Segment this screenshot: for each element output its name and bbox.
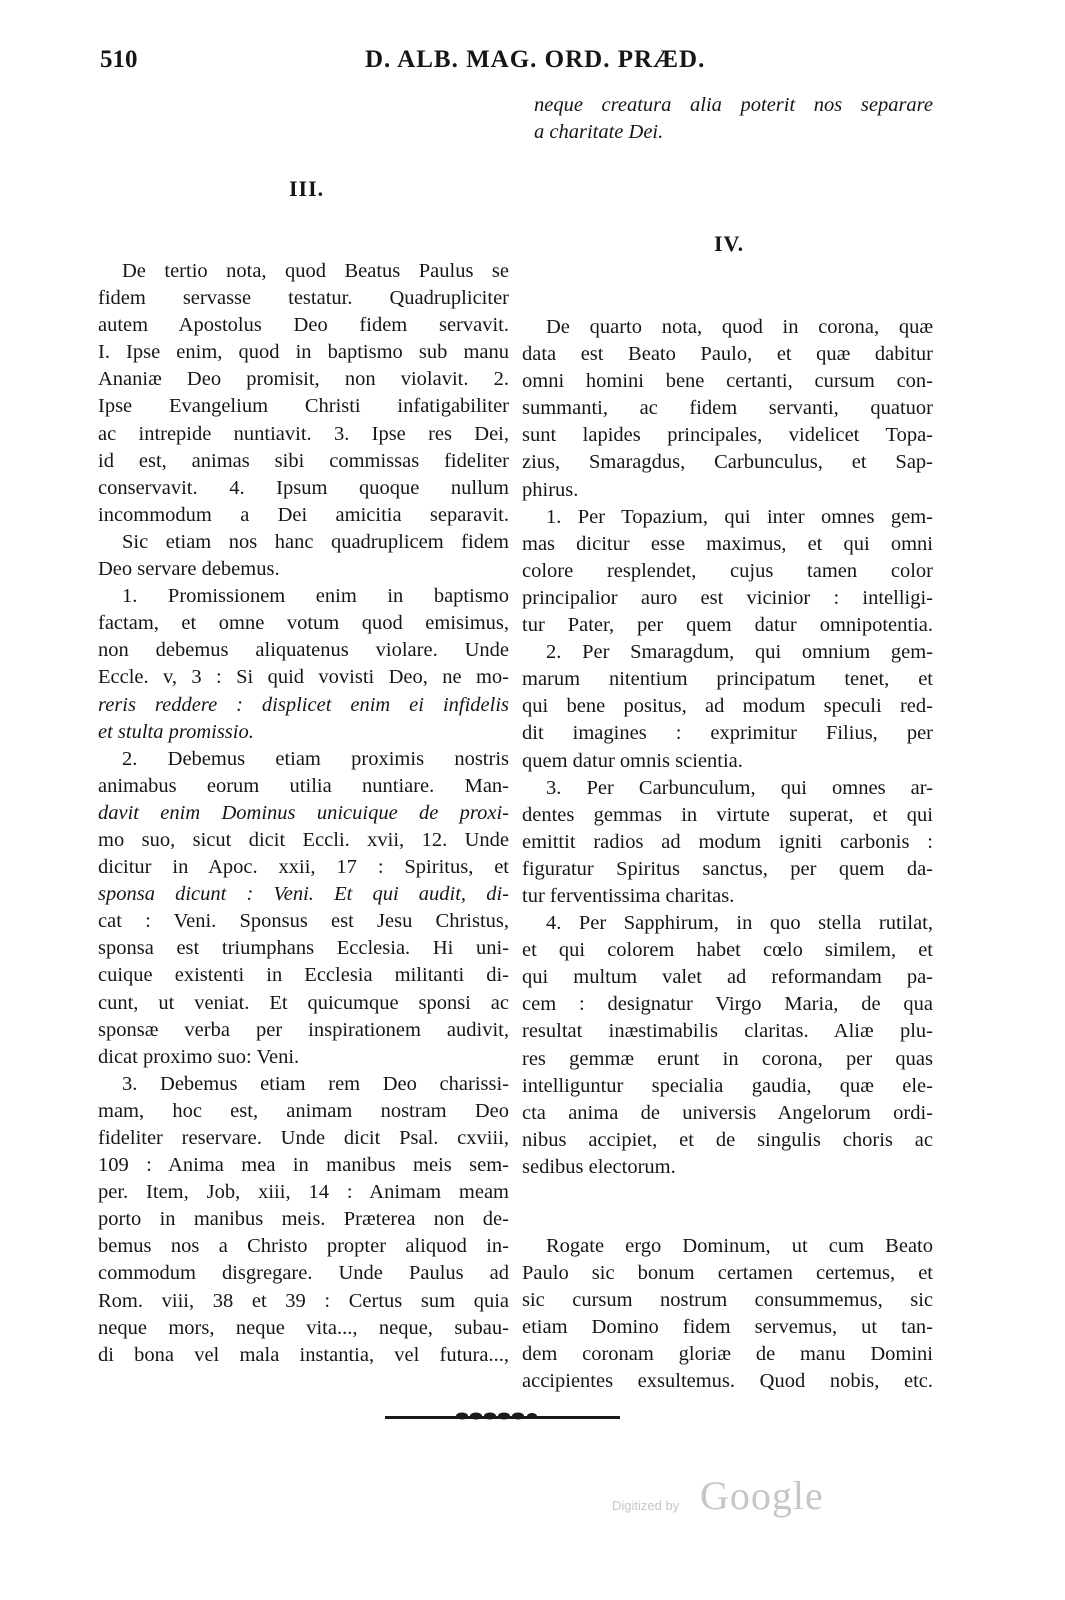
text-line: resultat inæstimabilis claritas. Aliæ plu- [522, 1020, 933, 1043]
text-line: 1. Per Topazium, qui inter omnes gem- [546, 505, 933, 528]
text-line: fidem servasse testatur. Quadrupliciter [98, 287, 509, 310]
text-line: mam, hoc est, animam nostram Deo [98, 1099, 509, 1122]
text-line: nibus accipiet, et de singulis choris ac [522, 1128, 933, 1151]
text-line: Ipse Evangelium Christi infatigabiliter [98, 395, 509, 418]
text-line: cat : Veni. Sponsus est Jesu Christus, [98, 910, 509, 933]
page-header [0, 46, 1065, 80]
text-line: sedibus electorum. [522, 1155, 676, 1178]
watermark-prefix: Digitized by [612, 1498, 680, 1513]
text-line: 109 : Anima mea in manibus meis sem- [98, 1154, 509, 1177]
text-line: mo suo, sicut dicit Eccli. xvii, 12. Unde [98, 828, 509, 851]
text-line: sic cursum nostrum consummemus, sic [522, 1289, 933, 1312]
text-line: neque creatura alia poterit nos separare [534, 94, 933, 116]
text-line: De quarto nota, quod in corona, quæ [546, 316, 933, 338]
right-text [522, 314, 933, 1181]
text-line: qui bene positus, ad modum speculi red- [522, 695, 933, 718]
text-line: cunt, ut veniat. Et quicumque sponsi ac [98, 991, 509, 1014]
text-line: sponsæ verba per inspirationem audivit, [98, 1018, 509, 1041]
text-line: sponsa dicunt : Veni. Et qui audit, di- [98, 883, 509, 906]
text-line: per. Item, Job, xiii, 14 : Animam meam [98, 1181, 509, 1204]
text-line: ac intrepide nuntiavit. 3. Ipse res Dei, [98, 422, 509, 445]
closing-text [522, 1233, 933, 1396]
text-line: et stulta promissio. [98, 720, 254, 743]
text-line: Ananiæ Deo promisit, non violavit. 2. [98, 368, 509, 391]
text-line: neque mors, neque vita..., neque, subau- [98, 1316, 509, 1339]
text-line: non debemus aliquatenus violare. Unde [98, 639, 509, 662]
text-line: factam, et omne votum quod emisimus, [98, 612, 509, 635]
text-line: di bona vel mala instantia, vel futura..., [98, 1343, 509, 1366]
text-line: figuratur Spiritus sanctus, per quem da- [522, 857, 933, 880]
digitized-watermark [612, 1472, 832, 1532]
text-line: animabus eorum utilia nuntiare. Man- [98, 774, 509, 797]
text-line: Rogate ergo Dominum, ut cum Beato [546, 1235, 933, 1257]
text-line: conservavit. 4. Ipsum quoque nullum [98, 476, 509, 499]
page-number: 510 [100, 46, 138, 73]
text-line: sunt lapides principales, videlicet Topa- [522, 424, 933, 447]
text-line: 4. Per Sapphirum, in quo stella rutilat, [546, 912, 933, 935]
text-line: mas dicitur esse maximus, et qui omni [522, 532, 933, 555]
text-line: Rom. viii, 38 et 39 : Certus sum quia [98, 1289, 509, 1312]
text-line: dicitur in Apoc. xxii, 17 : Spiritus, et [98, 856, 509, 879]
text-line: incommodum a Dei amicitia separavit. [98, 503, 509, 526]
text-line: omni homini bene certanti, cursum con- [522, 370, 933, 393]
text-line: summanti, ac fidem servanti, quatuor [522, 397, 933, 420]
text-line: marum nitentium principatum tenet, et [522, 668, 933, 691]
text-line: dit imagines : exprimitur Filius, per [522, 722, 933, 745]
continuation-text [534, 92, 933, 146]
text-line: 3. Per Carbunculum, qui omnes ar- [546, 776, 933, 799]
text-line: 2. Debemus etiam proximis nostris [122, 747, 509, 770]
text-line: phirus. [522, 478, 579, 501]
text-line: cta anima de universis Angelorum ordi- [522, 1101, 933, 1124]
text-line: data est Beato Paulo, et quæ dabitur [522, 343, 933, 366]
text-line: 1. Promissionem enim in baptismo [122, 585, 509, 608]
section-heading-iii: III. [289, 176, 325, 201]
text-line: tur Pater, per quem datur omnipotentia. [522, 614, 933, 637]
text-line: bemus nos a Christo propter aliquod in- [98, 1235, 509, 1258]
text-line: res gemmæ erunt in corona, per quas [522, 1047, 933, 1070]
text-line: autem Apostolus Deo fidem servavit. [98, 314, 509, 337]
text-line: intelliguntur specialia gaudia, quæ ele- [522, 1074, 933, 1097]
ornament-icon [452, 1411, 542, 1421]
text-line: quem datur omnis scientia. [522, 749, 743, 772]
section-heading-iv: IV. [714, 231, 745, 256]
text-line: 3. Debemus etiam rem Deo charissi- [122, 1072, 509, 1095]
left-text [98, 258, 509, 1369]
text-line: zius, Smaragdus, Carbunculus, et Sap- [522, 451, 933, 474]
text-line: Eccle. v, 3 : Si quid vovisti Deo, ne mo- [98, 666, 509, 689]
text-line: etiam Domino fidem servemus, ut tan- [522, 1316, 933, 1339]
text-line: Paulo sic bonum certamen certemus, et [522, 1262, 933, 1285]
text-line: dem coronam gloriæ de manu Domini [522, 1343, 933, 1366]
text-line: dicat proximo suo: Veni. [98, 1045, 300, 1068]
text-line: Deo servare debemus. [98, 558, 280, 581]
running-title: D. ALB. MAG. ORD. PRÆD. [365, 46, 706, 73]
watermark-brand: Google [700, 1473, 824, 1518]
text-line: sponsa est triumphans Ecclesia. Hi uni- [98, 937, 509, 960]
text-line: colore resplendet, cujus tamen color [522, 559, 933, 582]
text-line: accipientes exsultemus. Quod nobis, etc. [522, 1370, 933, 1393]
text-line: emittit radios ad modum igniti carbonis : [522, 830, 933, 853]
text-line: davit enim Dominus unicuique de proxi- [98, 801, 509, 824]
text-line: dentes gemmas in virtute superat, et qui [522, 803, 933, 826]
text-line: principalior auro est vicinior : intelligi- [522, 586, 933, 609]
text-line: I. Ipse enim, quod in baptismo sub manu [98, 341, 509, 364]
text-line: De tertio nota, quod Beatus Paulus se [122, 260, 509, 282]
text-line: porto in manibus meis. Præterea non de- [98, 1208, 509, 1231]
text-line: qui multum valet ad reformandam pa- [522, 966, 933, 989]
text-line: Sic etiam nos hanc quadruplicem fidem [122, 530, 509, 553]
text-line: reris reddere : displicet enim ei infidelis [98, 693, 509, 716]
text-line: id est, animas sibi commissas fideliter [98, 449, 509, 472]
text-line: cuique existenti in Ecclesia militanti di- [98, 964, 509, 987]
text-line: fideliter reservare. Unde dicit Psal. cxviii, [98, 1127, 509, 1149]
text-line: cem : designatur Virgo Maria, de qua [522, 993, 933, 1016]
text-line: commodum disgregare. Unde Paulus ad [98, 1262, 509, 1285]
text-line: tur ferventissima charitas. [522, 884, 735, 907]
text-line: et qui colorem habet cœlo similem, et [522, 939, 933, 962]
text-line: 2. Per Smaragdum, qui omnium gem- [546, 641, 933, 664]
text-line: a charitate Dei. [534, 121, 664, 144]
